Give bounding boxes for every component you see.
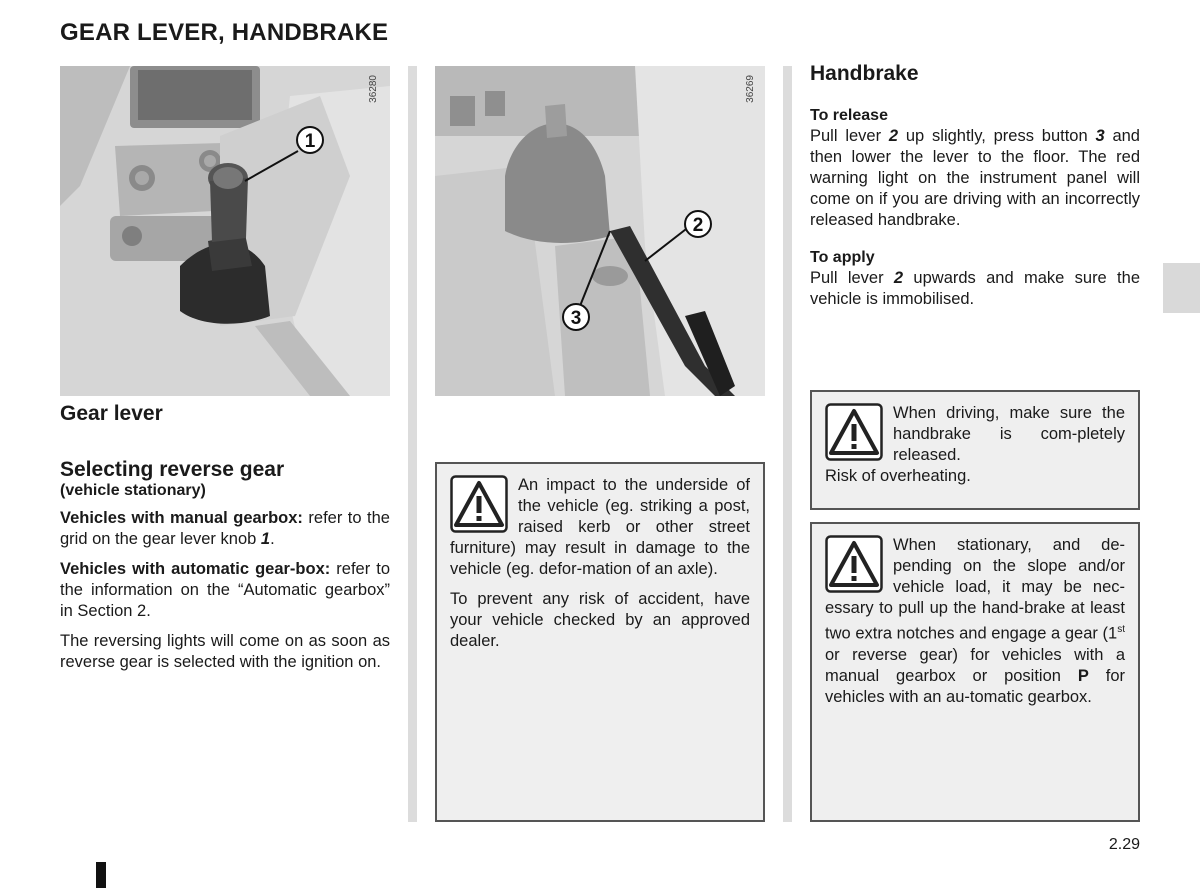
callout-3: 3 — [570, 308, 582, 329]
manual-gearbox-paragraph: Vehicles with manual gearbox: refer to the grid on the gear lever knob 1. — [60, 509, 390, 548]
impact-warning-box — [435, 462, 765, 822]
warning-icon — [450, 475, 508, 533]
overheating-text: Risk of overheating. — [825, 467, 971, 485]
warning-icon — [825, 403, 883, 461]
reversing-lights-paragraph: The reversing lights will come on as soon as reverse gear is selected with the ignition on. — [60, 632, 390, 671]
driving-warning-box — [810, 390, 1140, 510]
driving-warning-text: When driving, make sure the handbrake is com-pletely released. — [893, 404, 1125, 464]
automatic-gearbox-paragraph: Vehicles with automatic gear-box: refer to the information on the “Automatic gearbox” in Section 2. — [60, 560, 390, 620]
reverse-gear-note: (vehicle stationary) — [60, 482, 206, 499]
impact-warning-advice: To prevent any risk of accident, have your vehicle checked by an approved dealer. — [450, 590, 750, 650]
handbrake-section — [810, 62, 1140, 319]
section-tab — [1163, 263, 1200, 313]
page-number: 2.29 — [1108, 836, 1140, 853]
stationary-warning-text: When stationary, and de-pending on the slope and/or vehicle load, it may be nec-essary to pull up the hand-brake at least two extra notches and engage a gear (1st or reverse gear) for vehicles with a manual gearbox or position P for vehicles with an au-tomatic gearbox. — [825, 536, 1126, 706]
gear-lever-heading: Gear lever — [60, 402, 163, 425]
reverse-gear-heading: Selecting reverse gear — [60, 458, 285, 481]
column-divider-right — [783, 66, 792, 822]
column-divider-left — [408, 66, 417, 822]
apply-paragraph: Pull lever 2 upwards and make sure the vehicle is immobilised. — [810, 269, 1140, 308]
callout-1: 1 — [304, 131, 316, 152]
apply-title: To apply — [810, 249, 875, 266]
handbrake-illustration — [435, 66, 765, 396]
stationary-warning-box — [810, 522, 1140, 822]
gear-lever-illustration — [60, 66, 390, 396]
figure-ref-right: 36269 — [745, 75, 756, 103]
figure-ref-left: 36280 — [368, 75, 379, 103]
release-paragraph: Pull lever 2 up slightly, press button 3 and then lower the lever to the floor. The red warning light on the instrument panel will come on if you are driving with an incorrectly released handbrake. — [810, 127, 1140, 229]
print-mark — [96, 862, 106, 888]
release-title: To release — [810, 107, 888, 124]
callout-2: 2 — [692, 215, 704, 236]
gear-lever-section — [60, 402, 390, 682]
handbrake-heading: Handbrake — [810, 62, 919, 85]
impact-warning-text: An impact to the underside of the vehicle (eg. striking a post, raised kerb or other street furniture) may result in damage to the vehicle (eg. defor-mation of an axle). — [450, 476, 750, 578]
warning-icon — [825, 535, 883, 593]
page-title: GEAR LEVER, HANDBRAKE — [60, 19, 389, 46]
